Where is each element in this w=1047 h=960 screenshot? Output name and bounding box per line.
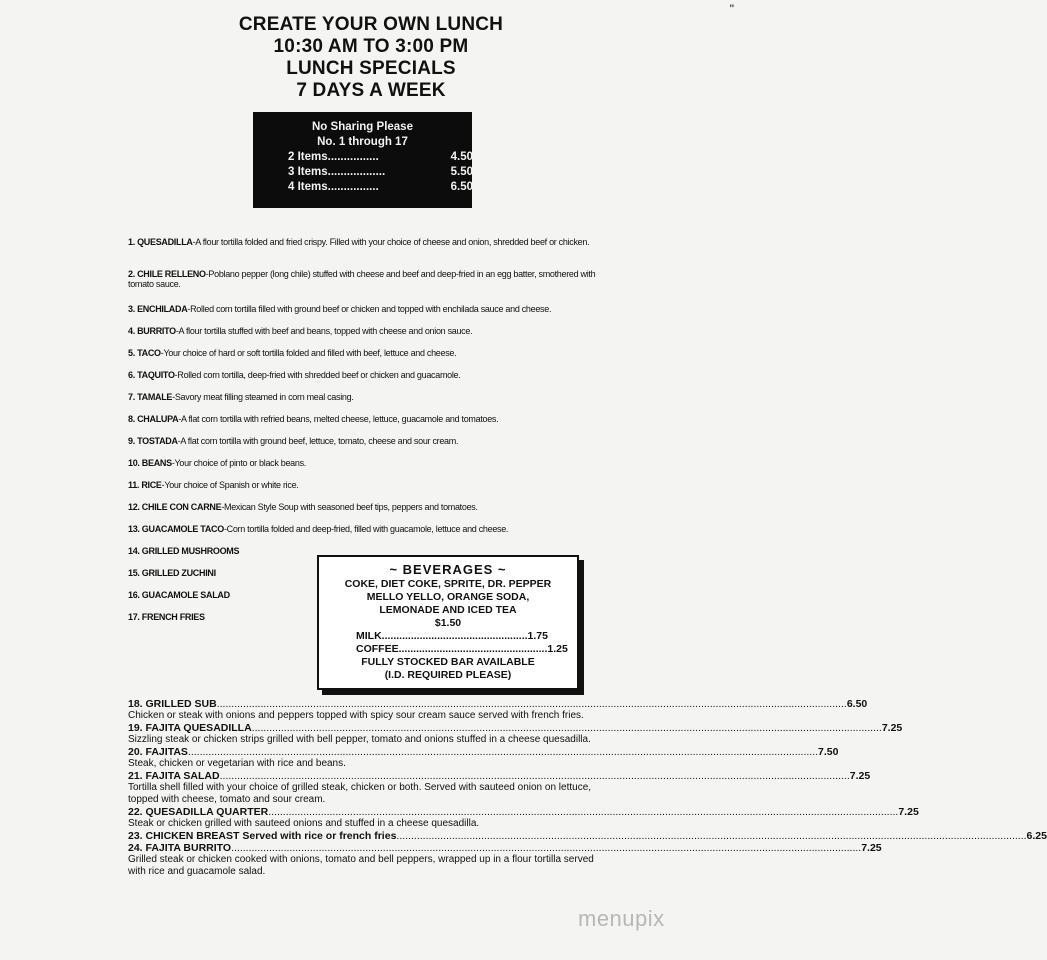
entree-desc: Tortilla shell filled with your choice of grilled steak, chicken or both. Served with sauteed onion on lettuce, topped with cheese, tomato and sour cream.: [128, 782, 592, 805]
beverage-price: 1.75: [527, 630, 548, 642]
item-name: 4. BURRITO: [128, 326, 176, 336]
beverage-row: [356, 630, 548, 643]
beverages-price: $1.50: [434, 617, 462, 629]
entree-name: 18. GRILLED SUB: [128, 698, 217, 710]
entree-entry: [128, 746, 839, 770]
entree-desc: Grilled steak or chicken cooked with onions, tomato and bell peppers, wrapped up in a flour tortilla served with rice and guacamole salad.: [128, 854, 594, 877]
menu-item: [128, 480, 598, 490]
item-desc: -Poblano pepper (long chile) stuffed with cheese and beef and deep-fried in an egg batter, smothered with tomato sauce.: [128, 269, 596, 289]
entree-leader: ........................................................................................................................................................................................................................: [231, 842, 862, 854]
menupix-watermark: menupix: [578, 906, 665, 931]
entree-leader: ........................................................................................................................................................................................................................: [268, 806, 899, 818]
pricing-leader: ..................: [327, 166, 386, 178]
item-name: 13. GUACAMOLE TACO: [128, 524, 224, 534]
item-name: 10. BEANS: [128, 458, 172, 468]
beverage-leader: ...................................................: [398, 643, 548, 655]
menu-item: [128, 370, 598, 380]
lunch-entrees-list: [128, 698, 1047, 878]
entree-leader: ........................................................................................................................................................................................................................: [216, 698, 847, 710]
entree-leader: ........................................................................................................................................................................................................................: [219, 770, 850, 782]
item-name: 12. CHILE CON CARNE: [128, 502, 222, 512]
item-desc: -Corn tortilla folded and deep-fried, filled with guacamole, lettuce and cheese.: [223, 524, 509, 534]
menu-item: [128, 502, 598, 512]
entree-entry: [128, 770, 871, 806]
entree-desc: Chicken or steak with onions and peppers topped with spicy sour cream sauce served with french fries.: [128, 710, 584, 721]
specials-pricing-box: [253, 112, 472, 208]
pricing-price: 4.50: [450, 151, 473, 163]
entree-entry: [128, 830, 1047, 842]
entree-entry: [128, 806, 919, 830]
item-name: 15. GRILLED ZUCHINI: [128, 568, 216, 578]
entree-name: 20. FAJITAS: [128, 746, 188, 758]
item-desc: -Your choice of Spanish or white rice.: [161, 480, 299, 490]
entree-name: 24. FAJITA BURRITO: [128, 842, 232, 854]
beverage-label: COFFEE: [356, 643, 399, 655]
header-days: 7 DAYS A WEEK: [296, 80, 446, 101]
pricing-row: [253, 180, 473, 195]
menu-item: [128, 458, 598, 468]
entree-name: 19. FAJITA QUESADILLA: [128, 722, 252, 734]
menu-item: [128, 237, 598, 247]
item-name: 17. FRENCH FRIES: [128, 612, 205, 622]
item-name: 5. TACO: [128, 348, 161, 358]
header-title: CREATE YOUR OWN LUNCH: [238, 14, 504, 35]
beverages-box: [317, 555, 579, 690]
item-name: 7. TAMALE: [128, 392, 173, 402]
entree-desc: Sizzling steak or chicken strips grilled with bell pepper, tomato and onions stuffed in a cheese quesadilla.: [128, 734, 591, 745]
pricing-label: 3 Items: [288, 166, 328, 178]
entree-desc: Steak, chicken or vegetarian with rice and beans.: [128, 758, 346, 769]
entree-leader: ........................................................................................................................................................................................................................: [187, 746, 819, 758]
beverage-label: MILK: [356, 630, 382, 642]
bar-note: FULLY STOCKED BAR AVAILABLE: [361, 656, 535, 668]
beverage-row: [356, 643, 568, 656]
pricing-row: [253, 165, 473, 180]
item-name: 9. TOSTADA: [128, 436, 178, 446]
items-range-note: No. 1 through 17: [317, 136, 408, 148]
entree-name: 23. CHICKEN BREAST Served with rice or french fries: [128, 830, 397, 842]
menu-item: [128, 304, 598, 314]
pricing-leader: ................: [327, 181, 379, 193]
item-desc: -A flat corn tortilla with ground beef, lettuce, tomato, cheese and sour cream.: [177, 436, 459, 446]
entree-entry: [128, 698, 868, 722]
header-hours: 10:30 AM TO 3:00 PM: [273, 36, 469, 57]
beverages-title: ~ BEVERAGES ~: [389, 562, 507, 577]
menu-item: [128, 348, 598, 358]
beverage-leader: ..................................................: [381, 630, 528, 642]
pricing-price: 6.50: [450, 181, 473, 193]
item-desc: -Your choice of pinto or black beans.: [171, 458, 306, 468]
entree-price: 7.25: [849, 770, 871, 782]
entree-leader: ........................................................................................................................................................................................................................: [251, 722, 882, 734]
item-name: 2. CHILE RELLENO: [128, 269, 206, 279]
entree-price: 6.25: [1026, 830, 1047, 842]
pricing-leader: ................: [327, 151, 379, 163]
header-specials: LUNCH SPECIALS: [286, 58, 456, 79]
item-name: 11. RICE: [128, 480, 162, 490]
entree-name: 21. FAJITA SALAD: [128, 770, 220, 782]
item-desc: -A flour tortilla folded and fried crispy. Filled with your choice of cheese and onion, shredded beef or chicken.: [192, 237, 590, 247]
item-desc: -Rolled corn tortilla, deep-fried with shredded beef or chicken and guacamole.: [174, 370, 461, 380]
entree-leader: ........................................................................................................................................................................................................................: [396, 830, 1027, 842]
item-name: 14. GRILLED MUSHROOMS: [128, 546, 240, 556]
beverages-line: LEMONADE AND ICED TEA: [379, 604, 517, 616]
entree-price: 7.50: [818, 746, 839, 758]
item-desc: -Savory meat filling steamed in corn meal casing.: [172, 392, 354, 402]
menu-header: [0, 14, 742, 102]
corner-mark: ": [729, 2, 734, 16]
entree-name: 22. QUESADILLA QUARTER: [128, 806, 269, 818]
entree-entry: [128, 842, 882, 878]
item-name: 8. CHALUPA: [128, 414, 179, 424]
item-desc: -Your choice of hard or soft tortilla folded and filled with beef, lettuce and cheese.: [160, 348, 457, 358]
item-desc: -A flat corn tortilla with refried beans, melted cheese, lettuce, guacamole and tomatoes.: [178, 414, 499, 424]
entree-price: 7.25: [861, 842, 882, 854]
beverages-line: MELLO YELLO, ORANGE SODA,: [366, 591, 530, 603]
item-name: 16. GUACAMOLE SALAD: [128, 590, 230, 600]
beverage-price: 1.25: [547, 643, 568, 655]
menu-item: [128, 392, 598, 402]
menu-item: [128, 269, 598, 289]
entree-price: 7.25: [881, 722, 903, 734]
pricing-label: 2 Items: [288, 151, 328, 163]
item-desc: -Rolled corn tortilla filled with ground beef or chicken and topped with enchilada sauce and cheese.: [187, 304, 552, 314]
pricing-row: [253, 150, 473, 165]
item-name: 3. ENCHILADA: [128, 304, 188, 314]
entree-price: 7.25: [898, 806, 919, 818]
id-note: (I.D. REQUIRED PLEASE): [384, 669, 512, 681]
item-desc: -Mexican Style Soup with seasoned beef tips, peppers and tomatoes.: [221, 502, 478, 512]
menu-item: [128, 524, 598, 534]
menu-item: [128, 326, 598, 336]
item-name: 1. QUESADILLA: [128, 237, 193, 247]
item-desc: -A flour tortilla stuffed with beef and beans, topped with cheese and onion sauce.: [175, 326, 473, 336]
item-name: 6. TAQUITO: [128, 370, 175, 380]
menu-item: [128, 414, 598, 424]
menu-item: [128, 436, 598, 446]
entree-desc: Steak or chicken grilled with sauteed onions and stuffed in a cheese quesadilla.: [128, 818, 480, 829]
pricing-price: 5.50: [450, 166, 473, 178]
entree-entry: [128, 722, 903, 746]
no-sharing-note: No Sharing Please: [312, 121, 413, 133]
beverages-line: COKE, DIET COKE, SPRITE, DR. PEPPER: [344, 578, 552, 590]
pricing-label: 4 Items: [288, 181, 328, 193]
entree-price: 6.50: [846, 698, 868, 710]
